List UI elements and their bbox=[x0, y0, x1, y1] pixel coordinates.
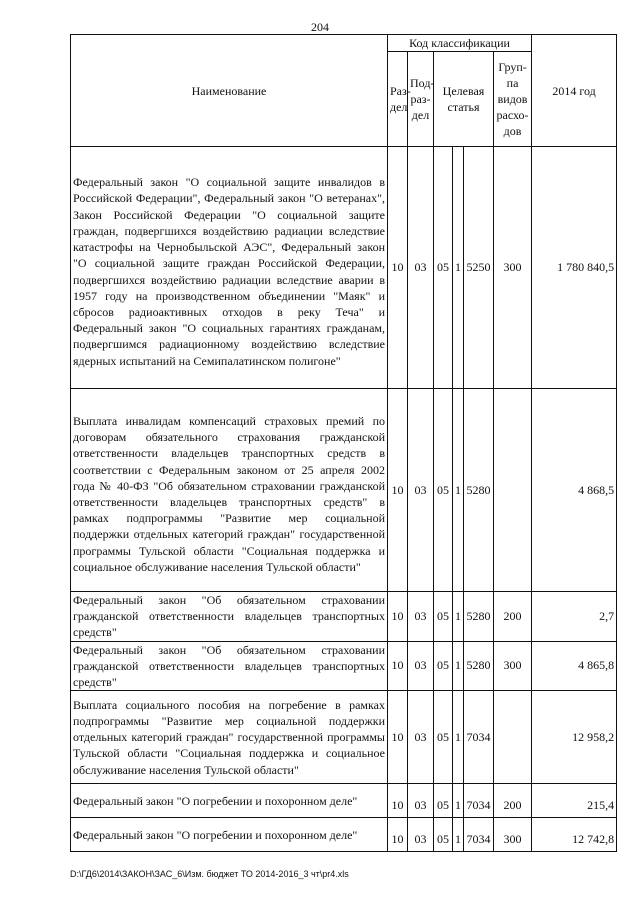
table-row bbox=[71, 592, 617, 642]
row-amount: 215,4 bbox=[532, 784, 617, 818]
row-amount: 1 780 840,5 bbox=[532, 147, 617, 389]
table-row bbox=[71, 784, 617, 818]
row-name: Выплата социального пособия на погребение в рамках подпрограммы "Развитие мер социальной поддержки отдельных категорий граждан" государственной программы Тульской области "Социальная поддержка и социальное обслуживание населения Тульской области" bbox=[71, 691, 388, 784]
row-target-3: 5250 bbox=[464, 147, 494, 389]
row-amount: 4 865,8 bbox=[532, 641, 617, 691]
row-target-3: 5280 bbox=[464, 641, 494, 691]
table-row bbox=[71, 691, 617, 784]
table-row bbox=[71, 641, 617, 691]
row-podrazdel: 03 bbox=[408, 147, 434, 389]
row-podrazdel: 03 bbox=[408, 592, 434, 642]
row-name: Федеральный закон "О погребении и похоронном деле" bbox=[71, 818, 388, 852]
row-razdel: 10 bbox=[388, 389, 408, 592]
row-razdel: 10 bbox=[388, 691, 408, 784]
row-target-1: 05 bbox=[434, 389, 453, 592]
row-razdel: 10 bbox=[388, 592, 408, 642]
row-name: Федеральный закон "О социальной защите инвалидов в Российской Федерации", Федеральный закон "О ветеранах", Закон Российской Федерации "О социальной защите граждан, подвергшихся воздействию радиации вследствие катастрофы на Чернобыльской АЭС", Федеральный закон "О социальной защите граждан Российской Федерации, подвергшихся воздействию радиации вследствие аварии в 1957 году на производственном объединении "Маяк" и сбросов радиоактивных отходов в реку Теча" и Федеральный закон "О социальных гарантиях гражданам, подвергшимся радиационному воздействию вследствие ядерных испытаний на Семипалатинском полигоне" bbox=[71, 147, 388, 389]
row-expense-type: 200 bbox=[494, 784, 532, 818]
row-podrazdel: 03 bbox=[408, 784, 434, 818]
table-row bbox=[71, 818, 617, 852]
header-section: Раз- дел bbox=[388, 52, 408, 147]
row-razdel: 10 bbox=[388, 641, 408, 691]
row-target-3: 7034 bbox=[464, 818, 494, 852]
row-amount: 2,7 bbox=[532, 592, 617, 642]
header-expense-group: Груп- па видов расхо- дов bbox=[494, 52, 532, 147]
row-target-1: 05 bbox=[434, 818, 453, 852]
row-expense-type bbox=[494, 389, 532, 592]
row-name: Федеральный закон "О погребении и похоронном деле" bbox=[71, 784, 388, 818]
row-target-2: 1 bbox=[453, 784, 464, 818]
row-target-2: 1 bbox=[453, 389, 464, 592]
row-name: Федеральный закон "Об обязательном страховании гражданской ответственности владельцев транспортных средств" bbox=[71, 641, 388, 691]
row-razdel: 10 bbox=[388, 147, 408, 389]
row-razdel: 10 bbox=[388, 818, 408, 852]
row-amount: 12 742,8 bbox=[532, 818, 617, 852]
row-target-1: 05 bbox=[434, 641, 453, 691]
header-row-1 bbox=[71, 35, 617, 52]
table-row bbox=[71, 389, 617, 592]
row-expense-type: 300 bbox=[494, 641, 532, 691]
row-podrazdel: 03 bbox=[408, 818, 434, 852]
row-target-3: 7034 bbox=[464, 691, 494, 784]
row-target-3: 5280 bbox=[464, 389, 494, 592]
row-amount: 4 868,5 bbox=[532, 389, 617, 592]
row-target-3: 7034 bbox=[464, 784, 494, 818]
row-target-1: 05 bbox=[434, 147, 453, 389]
header-year: 2014 год bbox=[532, 35, 617, 147]
row-podrazdel: 03 bbox=[408, 389, 434, 592]
row-expense-type: 200 bbox=[494, 592, 532, 642]
header-name: Наименование bbox=[71, 35, 388, 147]
header-classification: Код классификации bbox=[388, 35, 532, 52]
row-expense-type: 300 bbox=[494, 147, 532, 389]
header-target-article: Целевая статья bbox=[434, 52, 494, 147]
page-number: 204 bbox=[311, 20, 329, 34]
row-target-1: 05 bbox=[434, 592, 453, 642]
row-target-2: 1 bbox=[453, 641, 464, 691]
row-target-1: 05 bbox=[434, 784, 453, 818]
header-subsection: Под- раз- дел bbox=[408, 52, 434, 147]
row-target-3: 5280 bbox=[464, 592, 494, 642]
row-target-1: 05 bbox=[434, 691, 453, 784]
row-target-2: 1 bbox=[453, 818, 464, 852]
row-name: Федеральный закон "Об обязательном страховании гражданской ответственности владельцев транспортных средств" bbox=[71, 592, 388, 642]
row-expense-type: 300 bbox=[494, 818, 532, 852]
row-podrazdel: 03 bbox=[408, 691, 434, 784]
file-path-footer: D:\ГД6\2014\ЗАКОН\ЗАС_6\Изм. бюджет ТО 2014-2016_3 чт\pr4.xls bbox=[70, 869, 349, 879]
row-target-2: 1 bbox=[453, 592, 464, 642]
row-expense-type bbox=[494, 691, 532, 784]
row-target-2: 1 bbox=[453, 691, 464, 784]
table-row bbox=[71, 147, 617, 389]
row-razdel: 10 bbox=[388, 784, 408, 818]
row-name: Выплата инвалидам компенсаций страховых премий по договорам обязательного страхования гражданской ответственности владельцев транспортных средств в соответствии с Федеральным законом от 25 апреля 2002 года № 40-ФЗ "Об обязательном страховании гражданской ответственности владельцев транспортных средств" в рамках подпрограммы "Развитие мер социальной поддержки отдельных категорий граждан" государственной программы Тульской области "Социальная поддержка и социальное обслуживание населения Тульской области" bbox=[71, 389, 388, 592]
row-target-2: 1 bbox=[453, 147, 464, 389]
budget-table bbox=[70, 34, 617, 852]
row-podrazdel: 03 bbox=[408, 641, 434, 691]
row-amount: 12 958,2 bbox=[532, 691, 617, 784]
